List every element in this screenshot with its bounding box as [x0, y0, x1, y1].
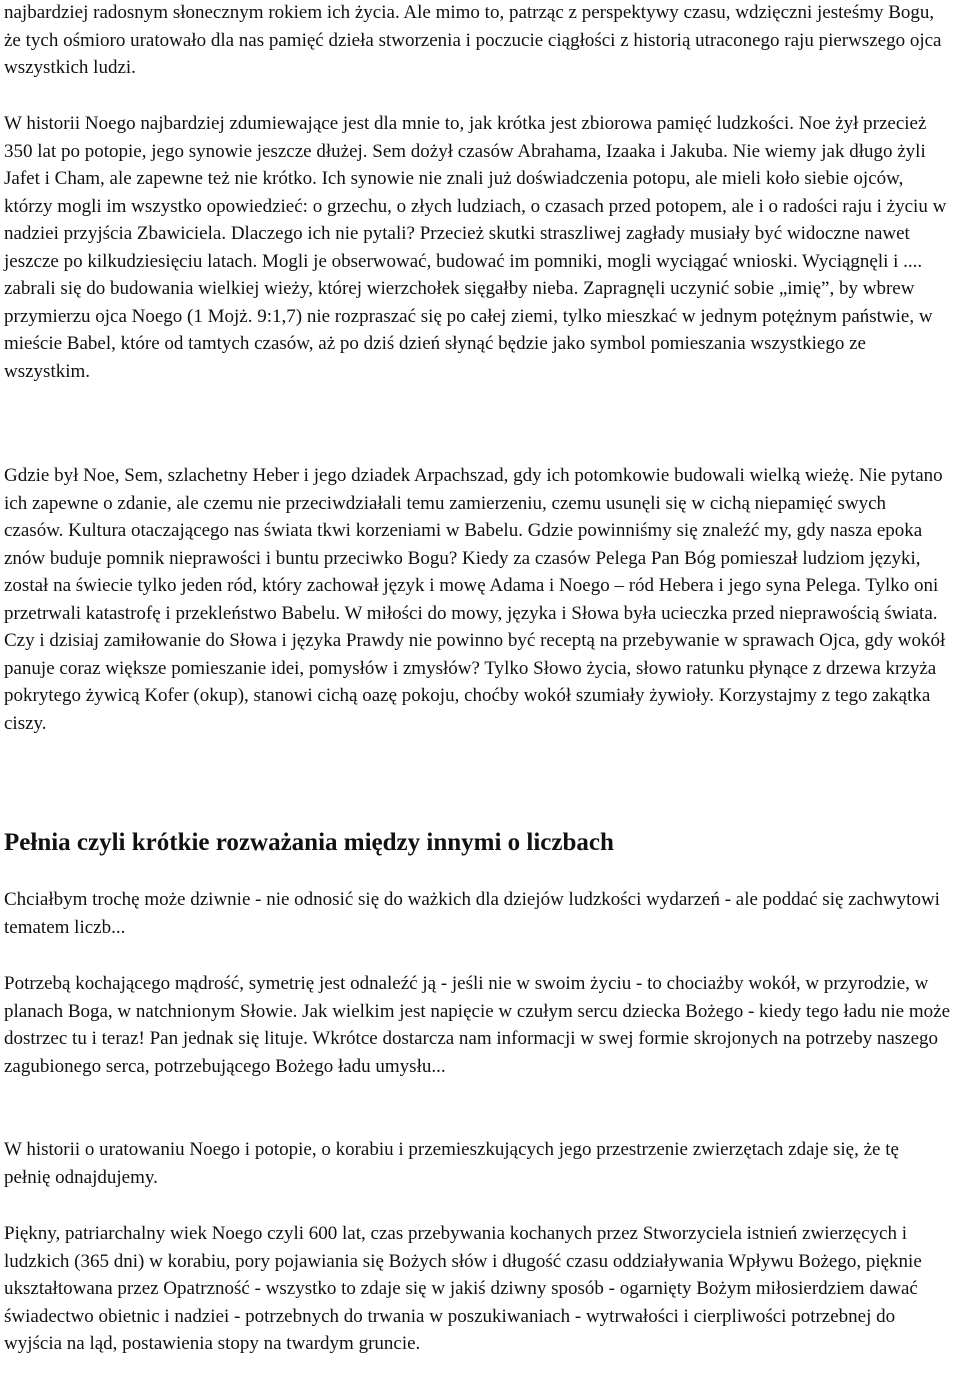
paragraph-5: Potrzebą kochającego mądrość, symetrię jest odnaleźć ją - jeśli nie w swoim życiu - to chociażby wokół, w przyrodzie, w planach Boga, w natchnionym Słowie. Jak wielkim jest napięcie w czułym sercu dziecka Bożego - kiedy tego ładu nie może dostrzec tu i teraz! Pan jednak się lituje. Wkrótce dostarcza nam informacji w swej formie skrojonych na potrzeby naszego zagubionego serca, potrzebującego Bożego ładu umysłu...: [4, 973, 951, 1077]
paragraph-1: najbardziej radosnym słonecznym rokiem ich życia. Ale mimo to, patrząc z perspektywy czasu, wdzięczni jesteśmy Bogu, że tych ośmioro uratowało dla nas pamięć dzieła stworzenia i poczucie ciągłości z historią utraconego raju pierwszego ojca wszystkich ludzi.: [4, 2, 942, 78]
paragraph-2: W historii Noego najbardziej zdumiewające jest dla mnie to, jak krótka jest zbiorowa pamięć ludzkości. Noe żył przecież 350 lat po potopie, jego synowie jeszcze dłużej. Sem dożył czasów Abrahama, Izaaka i Jakuba. Nie wiemy jak długo żyli Jafet i Cham, ale zapewne też nie krótko. Ich synowie nie znali już doświadczenia potopu, ale mieli koło siebie ojców, którzy mogli im wszystko opowiedzieć: o grzechu, o złych ludziach, o czasach przed potopem, ale i o radości raju i życiu w nadziei przyjścia Zbawiciela. Dlaczego ich nie pytali? Przecież skutki straszliwej zagłady musiały być widoczne nawet jeszcze po kilkudziesięciu latach. Mogli je obserwować, budować im pomniki, mogli wyciągać wnioski. Wyciągnęli i .... zabrali się do budowania wielkiej wieży, której wierzchołek sięgałby nieba. Zapragnęli uczynić sobie „imię”, by wbrew przymierzu ojca Noego (1 Mojż. 9:1,7) nie rozpraszać się po całej ziemi, tylko mieszkać w jednym potężnym państwie, w mieście Babel, które od tamtych czasów, aż po dziś dzień słynąć będzie jako symbol pomieszania wszystkiego ze wszystkim.: [4, 113, 947, 382]
paragraph-4: Chciałbym trochę może dziwnie - nie odnosić się do ważkich dla dziejów ludzkości wydarzeń - ale poddać się zachwytowi tematem liczb...: [4, 889, 940, 938]
paragraph-7: Piękny, patriarchalny wiek Noego czyli 600 lat, czas przebywania kochanych przez Stworzyciela istnień zwierzęcych i ludzkich (365 dni) w korabiu, pory pojawiania się Bożych słów i długość czasu oddziaływania Wpływu Bożego, pięknie ukształtowana przez Opatrzność - wszystko to zdaje się w jakiś dziwny sposób - ogarnięty Bożym miłosierdziem dawać świadectwo obietnic i nadziei - potrzebnych do trwania w poszukiwaniach - wytrwałości i cierpliwości potrzebnej do wyjścia na ląd, postawienia stopy na twardym gruncie.: [4, 1223, 922, 1354]
section-heading: Pełnia czyli krótkie rozważania między innymi o liczbach: [4, 829, 614, 856]
paragraph-3: Gdzie był Noe, Sem, szlachetny Heber i jego dziadek Arpachszad, gdy ich potomkowie budowali wielką wieżę. Nie pytano ich zapewne o zdanie, ale czemu nie przeciwdziałali temu zamierzeniu, czemu usunęli się w cichą niepamięć swych czasów. Kultura otaczającego nas świata tkwi korzeniami w Babelu. Gdzie powinniśmy się znaleźć my, gdy nasza epoka znów buduje pomnik nieprawości i buntu przeciwko Bogu? Kiedy za czasów Pelega Pan Bóg pomieszał ludziom języki, został na świecie tylko jeden ród, który zachował język i mowę Adama i Noego – ród Hebera i jego syna Pelega. Tylko oni przetrwali katastrofę i przekleństwo Babelu. W miłości do mowy, języka i Słowa była ucieczka przed nieprawością świata. Czy i dzisiaj zamiłowanie do Słowa i języka Prawdy nie powinno być receptą na przebywanie w sprawach Ojca, gdy wokół panuje coraz większe pomieszanie idei, pomysłów i zmysłów? Tylko Słowo życia, słowo ratunku płynące z drzewa krzyża pokrytego żywicą Kofer (okup), stanowi cichą oazę pokoju, choćby wokół szumiały żywioły. Korzystajmy z tego zakątka ciszy.: [4, 465, 946, 734]
paragraph-6: W historii o uratowaniu Noego i potopie, o korabiu i przemieszkujących jego przestrzenie zwierzętach zdaje się, że tę pełnię odnajdujemy.: [4, 1139, 899, 1188]
